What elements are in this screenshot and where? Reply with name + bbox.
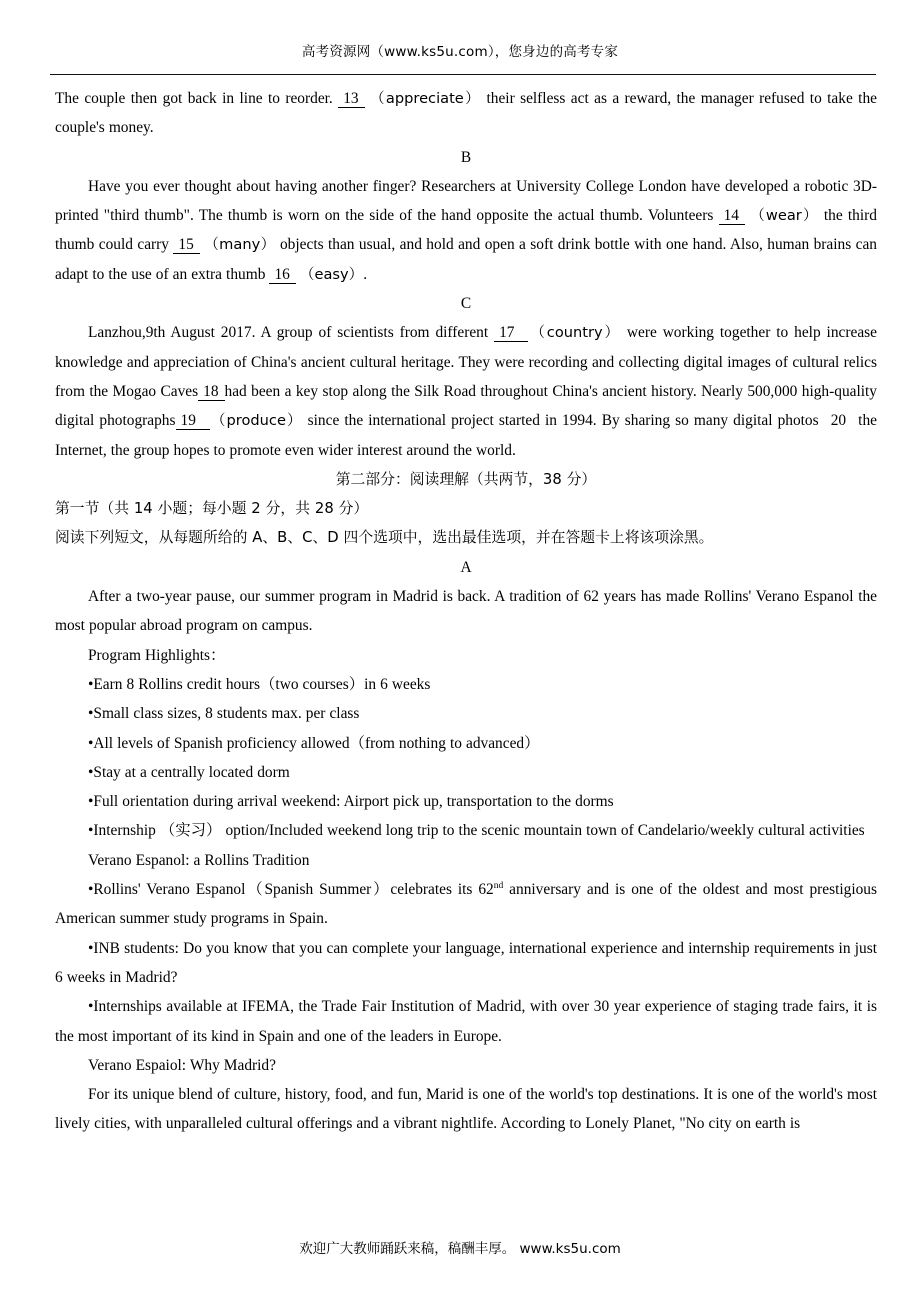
anniversary-ordinal-suffix: nd [493, 879, 504, 891]
inb-students-bullet: •INB students: Do you know that you can complete your language, international experience and internship requirements in just 6 weeks in Madrid? [55, 939, 877, 986]
why-madrid-paragraph: For its unique blend of culture, history, food, and fun, Marid is one of the world's top destinations. It is one of the world's most lively cities, with unparalleled cultural offerings and a vibrant nightlife. According to Lonely Planet, "No city on earth is [55, 1086, 877, 1133]
page-header [0, 0, 920, 76]
cloze-b-text-2: the third thumb could carry [55, 207, 877, 254]
header-watermark-text: 高考资源网（www.ks5u.com），您身边的高考专家 [301, 44, 619, 60]
cloze-a-text-2: their selfless act as a reward, the manager refused to take the couple's money. [55, 90, 877, 137]
hint-many: （many） [204, 236, 276, 254]
cloze-a-text-1: The couple then got back in line to reorder. [55, 90, 333, 107]
paragraph-cloze-c [55, 318, 877, 464]
cloze-c-text-5: the Internet, the group hopes to promote even wider interest around the world. [55, 412, 877, 459]
verano-tradition-heading: Verano Espanol: a Rollins Tradition [88, 851, 310, 869]
blank-14: 14 [719, 207, 745, 225]
paragraph-cloze-a-continued [55, 84, 877, 143]
cloze-b-text-3: objects than usual, and hold and open a soft drink bottle with one hand. Also, human brains can adapt to the use of an extra thumb [55, 236, 877, 283]
highlight-bullet-internship: •Internship （实习） option/Included weekend long trip to the scenic mountain town of Candelario/weekly cultural activities [88, 822, 865, 840]
blank-18: 18 [198, 383, 224, 401]
blank-15: 15 [173, 236, 199, 254]
passage-letter-a: A [460, 558, 472, 576]
anniversary-text-pre: •Rollins' Verano Espanol（Spanish Summer）celebrates its 62 [88, 881, 494, 899]
blank-16: 16 [269, 266, 295, 284]
highlight-bullet-2: •Small class sizes, 8 students max. per class [88, 705, 360, 723]
blank-20: 20 [830, 412, 847, 430]
document-body [55, 84, 877, 1139]
highlight-bullet-5: •Full orientation during arrival weekend: Airport pick up, transportation to the dorms [88, 793, 614, 811]
section-one-heading: 第一节（共 14 小题；每小题 2 分，共 28 分） [55, 500, 369, 518]
passage-a-intro: After a two-year pause, our summer program in Madrid is back. A tradition of 62 years has made Rollins' Verano Espanol the most popular abroad program on campus. [55, 588, 877, 635]
cloze-c-text-1: Lanzhou,9th August 2017. A group of scientists from different [88, 324, 489, 342]
hint-appreciate: （appreciate） [369, 90, 482, 107]
hint-easy: （easy） [299, 265, 364, 283]
blank-17: 17 [494, 324, 528, 342]
hint-produce: （produce） [209, 412, 303, 430]
cloze-b-text-1: Have you ever thought about having another finger? Researchers at University College London have developed a robotic 3D-printed "third thumb". The thumb is worn on the side of the hand opposite the actual thumb. Volunteers [55, 177, 877, 225]
ifema-internships-bullet: •Internships available at IFEMA, the Trade Fair Institution of Madrid, with over 30 year experience of staging trade fairs, it is the most important of its kind in Spain and one of the leaders in Europe. [55, 998, 877, 1045]
anniversary-text-post: anniversary and is one of the oldest and most prestigious American summer study programs in Spain. [55, 881, 877, 928]
cloze-c-text-4: since the international project started in 1994. By sharing so many digital photos [307, 412, 819, 430]
section-letter-b: B [460, 148, 472, 166]
blank-13: 13 [338, 90, 364, 108]
why-madrid-heading: Verano Espaiol: Why Madrid? [88, 1056, 276, 1074]
section-letter-c: C [460, 295, 472, 313]
highlight-bullet-4: •Stay at a centrally located dorm [88, 763, 290, 781]
cloze-c-text-2: were working together to help increase knowledge and appreciation of China's ancient cultural heritage. They were recording and collecting digital images of cultural relics from the Mogao Caves [55, 324, 877, 400]
verano-anniversary-bullet [55, 875, 877, 934]
blank-19: 19 [176, 412, 210, 430]
cloze-c-text-3: had been a key stop along the Silk Road throughout China's ancient history. Nearly 500,000 high-quality digital photographs [55, 382, 877, 430]
hint-country: （country） [528, 324, 621, 342]
paragraph-cloze-b [55, 172, 877, 289]
cloze-b-text-4: . [363, 265, 368, 283]
program-highlights-heading: Program Highlights： [88, 646, 226, 664]
highlight-bullet-3: •All levels of Spanish proficiency allowed（from nothing to advanced） [88, 734, 540, 752]
header-divider [50, 74, 876, 75]
highlight-bullet-1: •Earn 8 Rollins credit hours（two courses）in 6 weeks [88, 675, 431, 693]
part-two-heading: 第二部分：阅读理解（共两节，38 分） [335, 470, 597, 488]
page-footer: 欢迎广大教师踊跃来稿，稿酬丰厚。 www.ks5u.com [299, 1240, 621, 1257]
hint-wear: （wear） [750, 207, 819, 225]
reading-instructions: 阅读下列短文，从每题所给的 A、B、C、D 四个选项中，选出最佳选项，并在答题卡上将该项涂黑。 [55, 529, 714, 547]
